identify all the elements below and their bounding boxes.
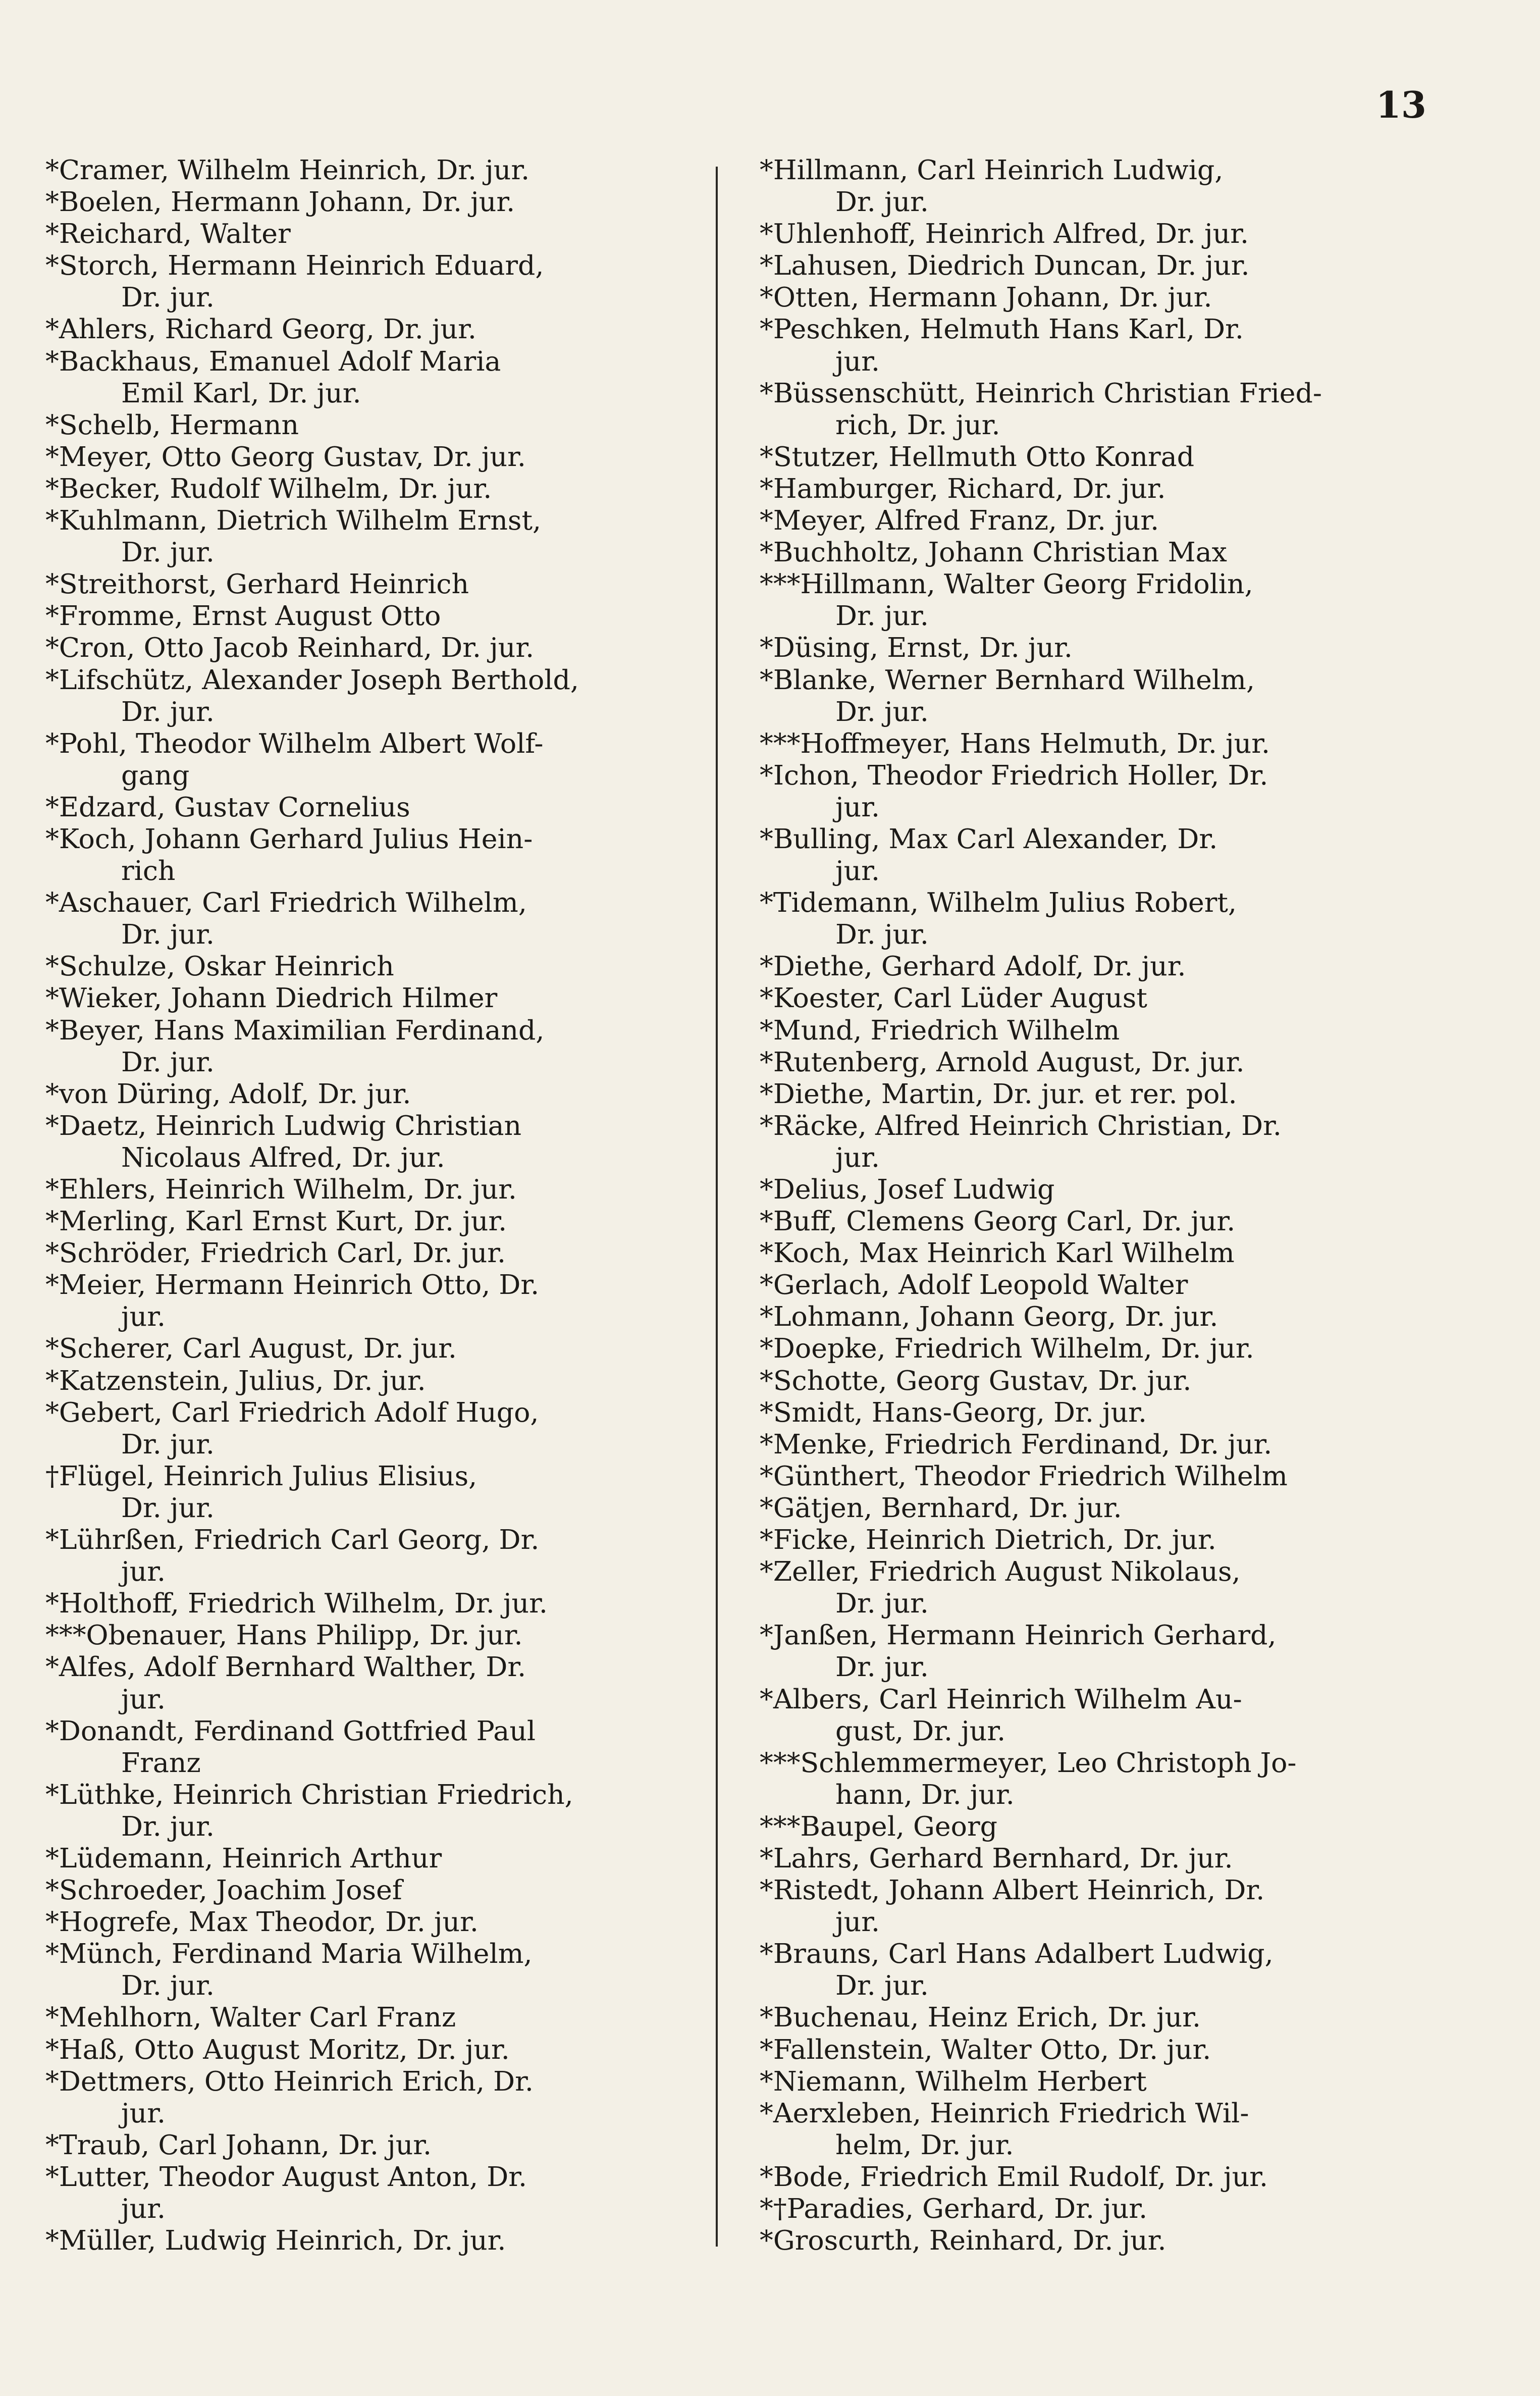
entry-continuation: jur. [121, 2193, 166, 2224]
entry-continuation: Dr. jur. [835, 186, 929, 218]
entry-continuation: Dr. jur. [121, 1969, 215, 2002]
entry-line: *Alfes, Adolf Bernhard Walther, Dr. [45, 1651, 526, 1683]
entry-continuation: jur. [121, 1683, 166, 1715]
entry-line: *Menke, Friedrich Ferdinand, Dr. jur. [760, 1428, 1272, 1460]
entry-line: *Beyer, Hans Maximilian Ferdinand, [45, 1014, 545, 1046]
entry-line: *Gätjen, Bernhard, Dr. jur. [760, 1491, 1122, 1524]
entry-continuation: Dr. jur. [121, 1428, 215, 1460]
page-number: 13 [1375, 83, 1426, 126]
column-divider [716, 167, 718, 2247]
entry-line: *Dettmers, Otto Heinrich Erich, Dr. [45, 2065, 534, 2097]
entry-line: *Peschken, Helmuth Hans Karl, Dr. [760, 313, 1244, 345]
entry-line: ***Obenauer, Hans Philipp, Dr. jur. [45, 1619, 523, 1651]
entry-line: *Niemann, Wilhelm Herbert [760, 2065, 1147, 2097]
entry-line: *Fromme, Ernst August Otto [45, 600, 441, 632]
entry-line: *Buff, Clemens Georg Carl, Dr. jur. [760, 1205, 1236, 1237]
entry-continuation: Dr. jur. [835, 918, 929, 951]
entry-line: *Lifschütz, Alexander Joseph Berthold, [45, 663, 579, 696]
entry-continuation: Dr. jur. [835, 1587, 929, 1620]
entry-continuation: Nicolaus Alfred, Dr. jur. [121, 1141, 445, 1173]
entry-line: *Blanke, Werner Bernhard Wilhelm, [760, 663, 1255, 696]
entry-continuation: Dr. jur. [121, 1491, 215, 1524]
entry-line: *Uhlenhoff, Heinrich Alfred, Dr. jur. [760, 218, 1249, 250]
entry-line: *Wieker, Johann Diedrich Hilmer [45, 982, 498, 1014]
entry-line: *Schulze, Oskar Heinrich [45, 950, 394, 982]
entry-line: ***Schlemmermeyer, Leo Christoph Jo- [760, 1746, 1297, 1779]
entry-continuation: Dr. jur. [121, 536, 215, 568]
entry-line: *Haß, Otto August Moritz, Dr. jur. [45, 2033, 510, 2065]
entry-line: *Smidt, Hans-Georg, Dr. jur. [760, 1396, 1147, 1428]
entry-line: *Lutter, Theodor August Anton, Dr. [45, 2160, 527, 2193]
entry-continuation: Dr. jur. [121, 918, 215, 951]
entry-line: *Traub, Carl Johann, Dr. jur. [45, 2128, 432, 2161]
entry-line: *Delius, Josef Ludwig [760, 1173, 1055, 1205]
entry-line: *Buchholtz, Johann Christian Max [760, 536, 1227, 568]
entry-line: *Lahusen, Diedrich Duncan, Dr. jur. [760, 249, 1250, 282]
entry-line: *Schroeder, Joachim Josef [45, 1874, 402, 1906]
entry-line: *Edzard, Gustav Cornelius [45, 791, 410, 823]
entry-line: *Holthoff, Friedrich Wilhelm, Dr. jur. [45, 1587, 548, 1620]
entry-line: *Schotte, Georg Gustav, Dr. jur. [760, 1364, 1192, 1396]
entry-continuation: Dr. jur. [121, 695, 215, 727]
entry-line: *Reichard, Walter [45, 218, 291, 250]
entry-line: *Zeller, Friedrich August Nikolaus, [760, 1555, 1241, 1588]
entry-line: *Rutenberg, Arnold August, Dr. jur. [760, 1046, 1245, 1078]
entry-line: *Cramer, Wilhelm Heinrich, Dr. jur. [45, 154, 530, 186]
entry-line: *Ichon, Theodor Friedrich Holler, Dr. [760, 759, 1268, 791]
entry-line: *Tidemann, Wilhelm Julius Robert, [760, 887, 1237, 919]
entry-continuation: jur. [835, 345, 880, 377]
entry-line: ***Hoffmeyer, Hans Helmuth, Dr. jur. [760, 727, 1270, 759]
entry-line: *Brauns, Carl Hans Adalbert Ludwig, [760, 1938, 1273, 1970]
entry-line: *Merling, Karl Ernst Kurt, Dr. jur. [45, 1205, 507, 1237]
entry-line: *Diethe, Gerhard Adolf, Dr. jur. [760, 950, 1186, 982]
entry-line: *Albers, Carl Heinrich Wilhelm Au- [760, 1683, 1242, 1715]
entry-line: *†Paradies, Gerhard, Dr. jur. [760, 2193, 1148, 2224]
right-column [760, 154, 1439, 2256]
entry-line: *Mehlhorn, Walter Carl Franz [45, 2001, 456, 2034]
entry-line: *Schelb, Hermann [45, 408, 299, 441]
entry-line: ***Baupel, Georg [760, 1810, 998, 1842]
entry-continuation: jur. [835, 855, 880, 887]
entry-line: *Aerxleben, Heinrich Friedrich Wil- [760, 2097, 1249, 2129]
entry-line: ***Hillmann, Walter Georg Fridolin, [760, 568, 1253, 600]
entry-line: †Flügel, Heinrich Julius Elisius, [45, 1460, 477, 1492]
entry-line: *Kuhlmann, Dietrich Wilhelm Ernst, [45, 504, 542, 537]
entry-line: *Meier, Hermann Heinrich Otto, Dr. [45, 1269, 540, 1301]
entry-continuation: Dr. jur. [835, 1651, 929, 1683]
entry-line: *Ehlers, Heinrich Wilhelm, Dr. jur. [45, 1173, 517, 1205]
entry-line: *Gerlach, Adolf Leopold Walter [760, 1269, 1188, 1301]
entry-line: *Lohmann, Johann Georg, Dr. jur. [760, 1300, 1218, 1333]
entry-line: *Meyer, Alfred Franz, Dr. jur. [760, 504, 1159, 537]
entry-line: *Münch, Ferdinand Maria Wilhelm, [45, 1938, 533, 1970]
entry-continuation: hann, Dr. jur. [835, 1778, 1015, 1810]
entry-line: *Lüdemann, Heinrich Arthur [45, 1842, 442, 1874]
entry-line: *Ficke, Heinrich Dietrich, Dr. jur. [760, 1524, 1216, 1556]
entry-line: *Aschauer, Carl Friedrich Wilhelm, [45, 887, 527, 919]
entry-continuation: Dr. jur. [835, 695, 929, 727]
entry-continuation: gang [121, 759, 190, 791]
entry-line: *Mund, Friedrich Wilhelm [760, 1014, 1120, 1046]
entry-line: *Lührßen, Friedrich Carl Georg, Dr. [45, 1524, 540, 1556]
left-column [45, 154, 702, 2256]
entry-line: *Räcke, Alfred Heinrich Christian, Dr. [760, 1109, 1282, 1141]
entry-continuation: rich, Dr. jur. [835, 408, 1000, 441]
entry-line: *Doepke, Friedrich Wilhelm, Dr. jur. [760, 1332, 1254, 1365]
entry-line: *Gebert, Carl Friedrich Adolf Hugo, [45, 1396, 539, 1428]
entry-line: *Ahlers, Richard Georg, Dr. jur. [45, 313, 476, 345]
entry-continuation: Franz [121, 1746, 201, 1779]
entry-line: *Koch, Johann Gerhard Julius Hein- [45, 822, 533, 855]
entry-line: *Bulling, Max Carl Alexander, Dr. [760, 822, 1218, 855]
entry-line: *Otten, Hermann Johann, Dr. jur. [760, 281, 1212, 314]
entry-line: *Lüthke, Heinrich Christian Friedrich, [45, 1778, 573, 1810]
entry-line: *Janßen, Hermann Heinrich Gerhard, [760, 1619, 1277, 1651]
entry-line: *Hogrefe, Max Theodor, Dr. jur. [45, 1906, 479, 1938]
entry-line: *Pohl, Theodor Wilhelm Albert Wolf- [45, 727, 544, 759]
entry-continuation: jur. [121, 1555, 166, 1588]
entry-continuation: gust, Dr. jur. [835, 1714, 1006, 1747]
entry-line: *Ristedt, Johann Albert Heinrich, Dr. [760, 1874, 1265, 1906]
entry-line: *Schröder, Friedrich Carl, Dr. jur. [45, 1237, 506, 1269]
entry-line: *Backhaus, Emanuel Adolf Maria [45, 345, 501, 377]
entry-continuation: rich [121, 855, 176, 887]
entry-continuation: helm, Dr. jur. [835, 2128, 1014, 2161]
entry-continuation: jur. [835, 1906, 880, 1938]
entry-continuation: Dr. jur. [121, 281, 215, 314]
entry-line: *Koch, Max Heinrich Karl Wilhelm [760, 1237, 1235, 1269]
entry-line: *Daetz, Heinrich Ludwig Christian [45, 1109, 522, 1141]
entry-line: *Düsing, Ernst, Dr. jur. [760, 632, 1073, 664]
entry-line: *Katzenstein, Julius, Dr. jur. [45, 1364, 426, 1396]
entry-line: *Fallenstein, Walter Otto, Dr. jur. [760, 2033, 1211, 2065]
entry-line: *Streithorst, Gerhard Heinrich [45, 568, 469, 600]
entry-continuation: jur. [835, 1141, 880, 1173]
entry-line: *Lahrs, Gerhard Bernhard, Dr. jur. [760, 1842, 1233, 1874]
entry-line: *Cron, Otto Jacob Reinhard, Dr. jur. [45, 632, 535, 664]
entry-line: *Becker, Rudolf Wilhelm, Dr. jur. [45, 472, 492, 504]
entry-line: *Scherer, Carl August, Dr. jur. [45, 1332, 457, 1365]
entry-continuation: Emil Karl, Dr. jur. [121, 377, 361, 409]
entry-line: *Müller, Ludwig Heinrich, Dr. jur. [45, 2224, 506, 2257]
entry-continuation: Dr. jur. [121, 1810, 215, 1842]
entry-line: *Meyer, Otto Georg Gustav, Dr. jur. [45, 440, 526, 473]
entry-line: *Donandt, Ferdinand Gottfried Paul [45, 1714, 536, 1747]
entry-continuation: jur. [121, 1300, 166, 1333]
entry-continuation: jur. [835, 791, 880, 823]
entry-line: *Hamburger, Richard, Dr. jur. [760, 472, 1166, 504]
entry-line: *Storch, Hermann Heinrich Eduard, [45, 249, 544, 282]
entry-continuation: jur. [121, 2097, 166, 2129]
entry-line: *Diethe, Martin, Dr. jur. et rer. pol. [760, 1077, 1237, 1110]
entry-line: *Hillmann, Carl Heinrich Ludwig, [760, 154, 1224, 186]
entry-line: *Günthert, Theodor Friedrich Wilhelm [760, 1460, 1288, 1492]
entry-line: *Stutzer, Hellmuth Otto Konrad [760, 440, 1195, 473]
entry-line: *Buchenau, Heinz Erich, Dr. jur. [760, 2001, 1201, 2034]
entry-line: *Büssenschütt, Heinrich Christian Fried- [760, 377, 1322, 409]
entry-line: *Koester, Carl Lüder August [760, 982, 1147, 1014]
entry-continuation: Dr. jur. [121, 1046, 215, 1078]
entry-continuation: Dr. jur. [835, 1969, 929, 2002]
entry-line: *Groscurth, Reinhard, Dr. jur. [760, 2224, 1166, 2257]
entry-line: *Boelen, Hermann Johann, Dr. jur. [45, 186, 515, 218]
entry-line: *Bode, Friedrich Emil Rudolf, Dr. jur. [760, 2160, 1268, 2193]
entry-line: *von Düring, Adolf, Dr. jur. [45, 1077, 411, 1110]
entry-continuation: Dr. jur. [835, 600, 929, 632]
